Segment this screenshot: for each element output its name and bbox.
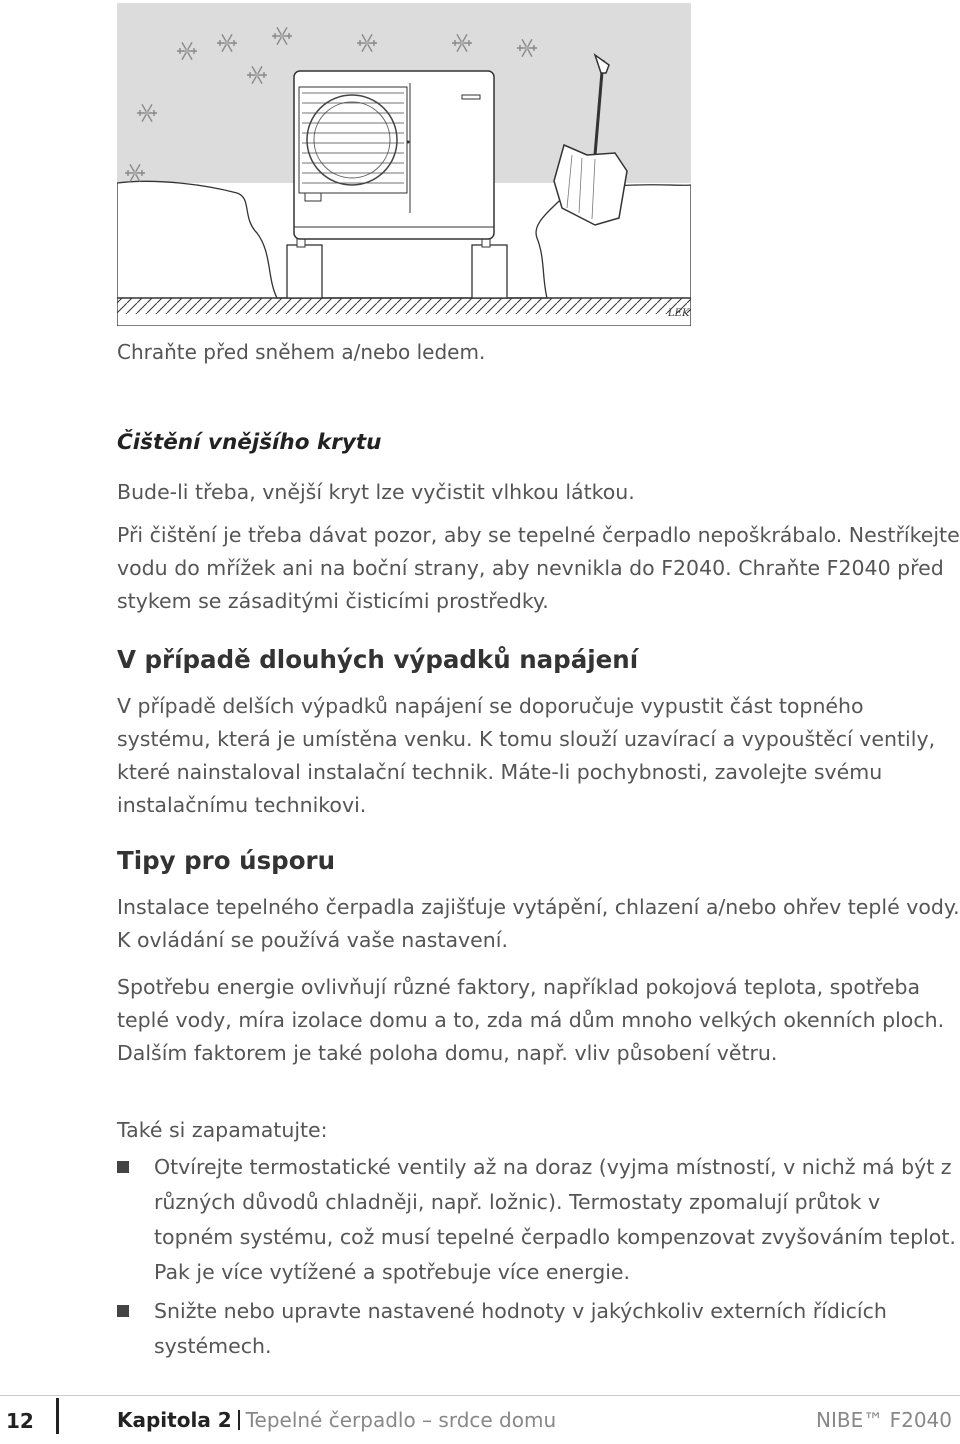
list-item-text: Snižte nebo upravte nastavené hodnoty v jakýchkoliv externích řídicích systémech. — [154, 1299, 887, 1358]
page-number-bar — [56, 1398, 59, 1434]
figure-caption: Chraňte před sněhem a/nebo ledem. — [117, 340, 486, 364]
paragraph-tips-1: Instalace tepelného čerpadla zajišťuje vytápění, chlazení a/nebo ohřev teplé vody. K ovládání se používá vaše nastavení. — [117, 895, 960, 952]
footer-brand: NIBE™ F2040 — [816, 1408, 952, 1432]
list-item — [117, 1150, 960, 1290]
footer-chapter-label: Kapitola 2 — [117, 1408, 232, 1432]
tips-bullet-list — [117, 1150, 960, 1368]
page-number: 12 — [0, 1398, 58, 1434]
paragraph-cleaning-1: Bude-li třeba, vnější kryt lze vyčistit vlhkou látkou. — [117, 480, 635, 504]
footer-separator — [238, 1410, 240, 1430]
paragraph-power-outage: V případě delších výpadků napájení se doporučuje vypustit část topného systému, která je umístěna venku. K tomu slouží uzavírací a vypouštěcí ventily, které nainstaloval instalační technik. Máte-li pochybnosti, zavolejte svému instalačnímu technikovi. — [117, 694, 936, 817]
list-item-text: Otvírejte termostatické ventily až na doraz (vyjma místností, v nichž má být z různých důvodů chladněji, např. ložnic). Termostaty zpomalují průtok v topném systému, což musí tepelné čerpadlo kompenzovat zvyšováním teplot. Pak je více vytížené a spotřebuje více energie. — [154, 1155, 956, 1284]
footer-chapter-title: Tepelné čerpadlo – srdce domu — [245, 1408, 557, 1432]
bullet-square-icon — [117, 1305, 129, 1317]
list-item — [117, 1294, 960, 1364]
footer-chapter — [117, 1408, 556, 1432]
heading-saving-tips: Tipy pro úsporu — [117, 846, 336, 875]
bullet-square-icon — [117, 1161, 129, 1173]
illustration-mark: LEK — [668, 308, 690, 319]
heat-pump-snow-illustration — [117, 3, 691, 326]
paragraph-tips-2: Spotřebu energie ovlivňují různé faktory, například pokojová teplota, spotřeba teplé vody, míra izolace domu a to, zda má dům mnoho velkých okenních ploch. Dalším faktorem je také poloha domu, např. vliv působení větru. — [117, 975, 945, 1065]
paragraph-cleaning-2: Při čištění je třeba dávat pozor, aby se tepelné čerpadlo nepoškrábalo. Nestříkejte vodu do mřížek ani na boční strany, aby nevnikla do F2040. Chraňte F2040 před stykem se zásaditými čisticími prostředky. — [117, 523, 960, 613]
heading-power-outage: V případě dlouhých výpadků napájení — [117, 645, 639, 674]
heading-cleaning: Čištění vnějšího krytu — [117, 430, 382, 455]
paragraph-tips-3: Také si zapamatujte: — [117, 1118, 328, 1142]
footer-divider — [0, 1395, 960, 1396]
